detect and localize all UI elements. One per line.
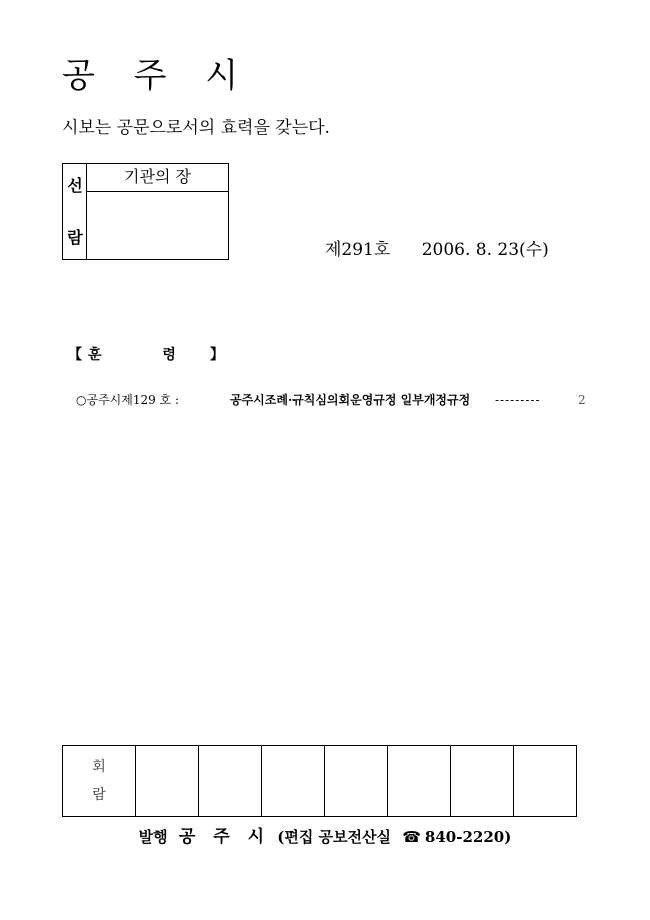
circulation-side-label-bottom: 람 (67, 228, 83, 247)
editor-info: (편집 공보전산실 (277, 828, 391, 846)
circulation-box (62, 163, 229, 260)
review-table (62, 745, 577, 817)
section-label: 훈 령 (88, 347, 204, 363)
publication-title: 공 주 시 (62, 56, 253, 96)
review-signature-cell[interactable] (136, 746, 199, 817)
toc-entry-title: 공주시조례·규칙심의회운영규정 일부개정규정 (230, 393, 471, 407)
legal-notice: 시보는 공문으로서의 효력을 갖는다. (62, 118, 330, 138)
review-signature-cell[interactable] (514, 746, 577, 817)
section-bracket-open: 【 (68, 347, 82, 363)
circulation-header: 기관의 장 (87, 164, 228, 192)
circulation-side-column (63, 164, 87, 259)
toc-entry-leader: --------- (495, 393, 541, 407)
issue-number: 제291호 (325, 240, 391, 260)
review-signature-cell[interactable] (325, 746, 388, 817)
issue-date: 2006. 8. 23(수) (421, 240, 549, 260)
review-label-cell (63, 746, 136, 817)
circulation-side-label-top: 선 (67, 176, 83, 195)
review-signature-cell[interactable] (262, 746, 325, 817)
publisher-footer (0, 826, 650, 848)
publisher-org: 공 주 시 (178, 827, 270, 847)
section-heading (68, 345, 224, 365)
phone-icon: ☎ (402, 828, 421, 846)
review-signature-cell[interactable] (451, 746, 514, 817)
issue-info (325, 239, 549, 261)
toc-entry[interactable] (76, 390, 592, 410)
review-signature-cell[interactable] (199, 746, 262, 817)
toc-entry-number: ○공주시제129 호 : (76, 393, 180, 407)
toc-entry-page: 2 (578, 393, 586, 407)
section-bracket-close: 】 (209, 347, 224, 363)
review-signature-cell[interactable] (388, 746, 451, 817)
phone-number: 840-2220) (424, 828, 512, 846)
publisher-label: 발행 (138, 828, 168, 846)
review-label-top: 회 (92, 759, 106, 775)
review-label-bottom: 람 (92, 787, 106, 803)
